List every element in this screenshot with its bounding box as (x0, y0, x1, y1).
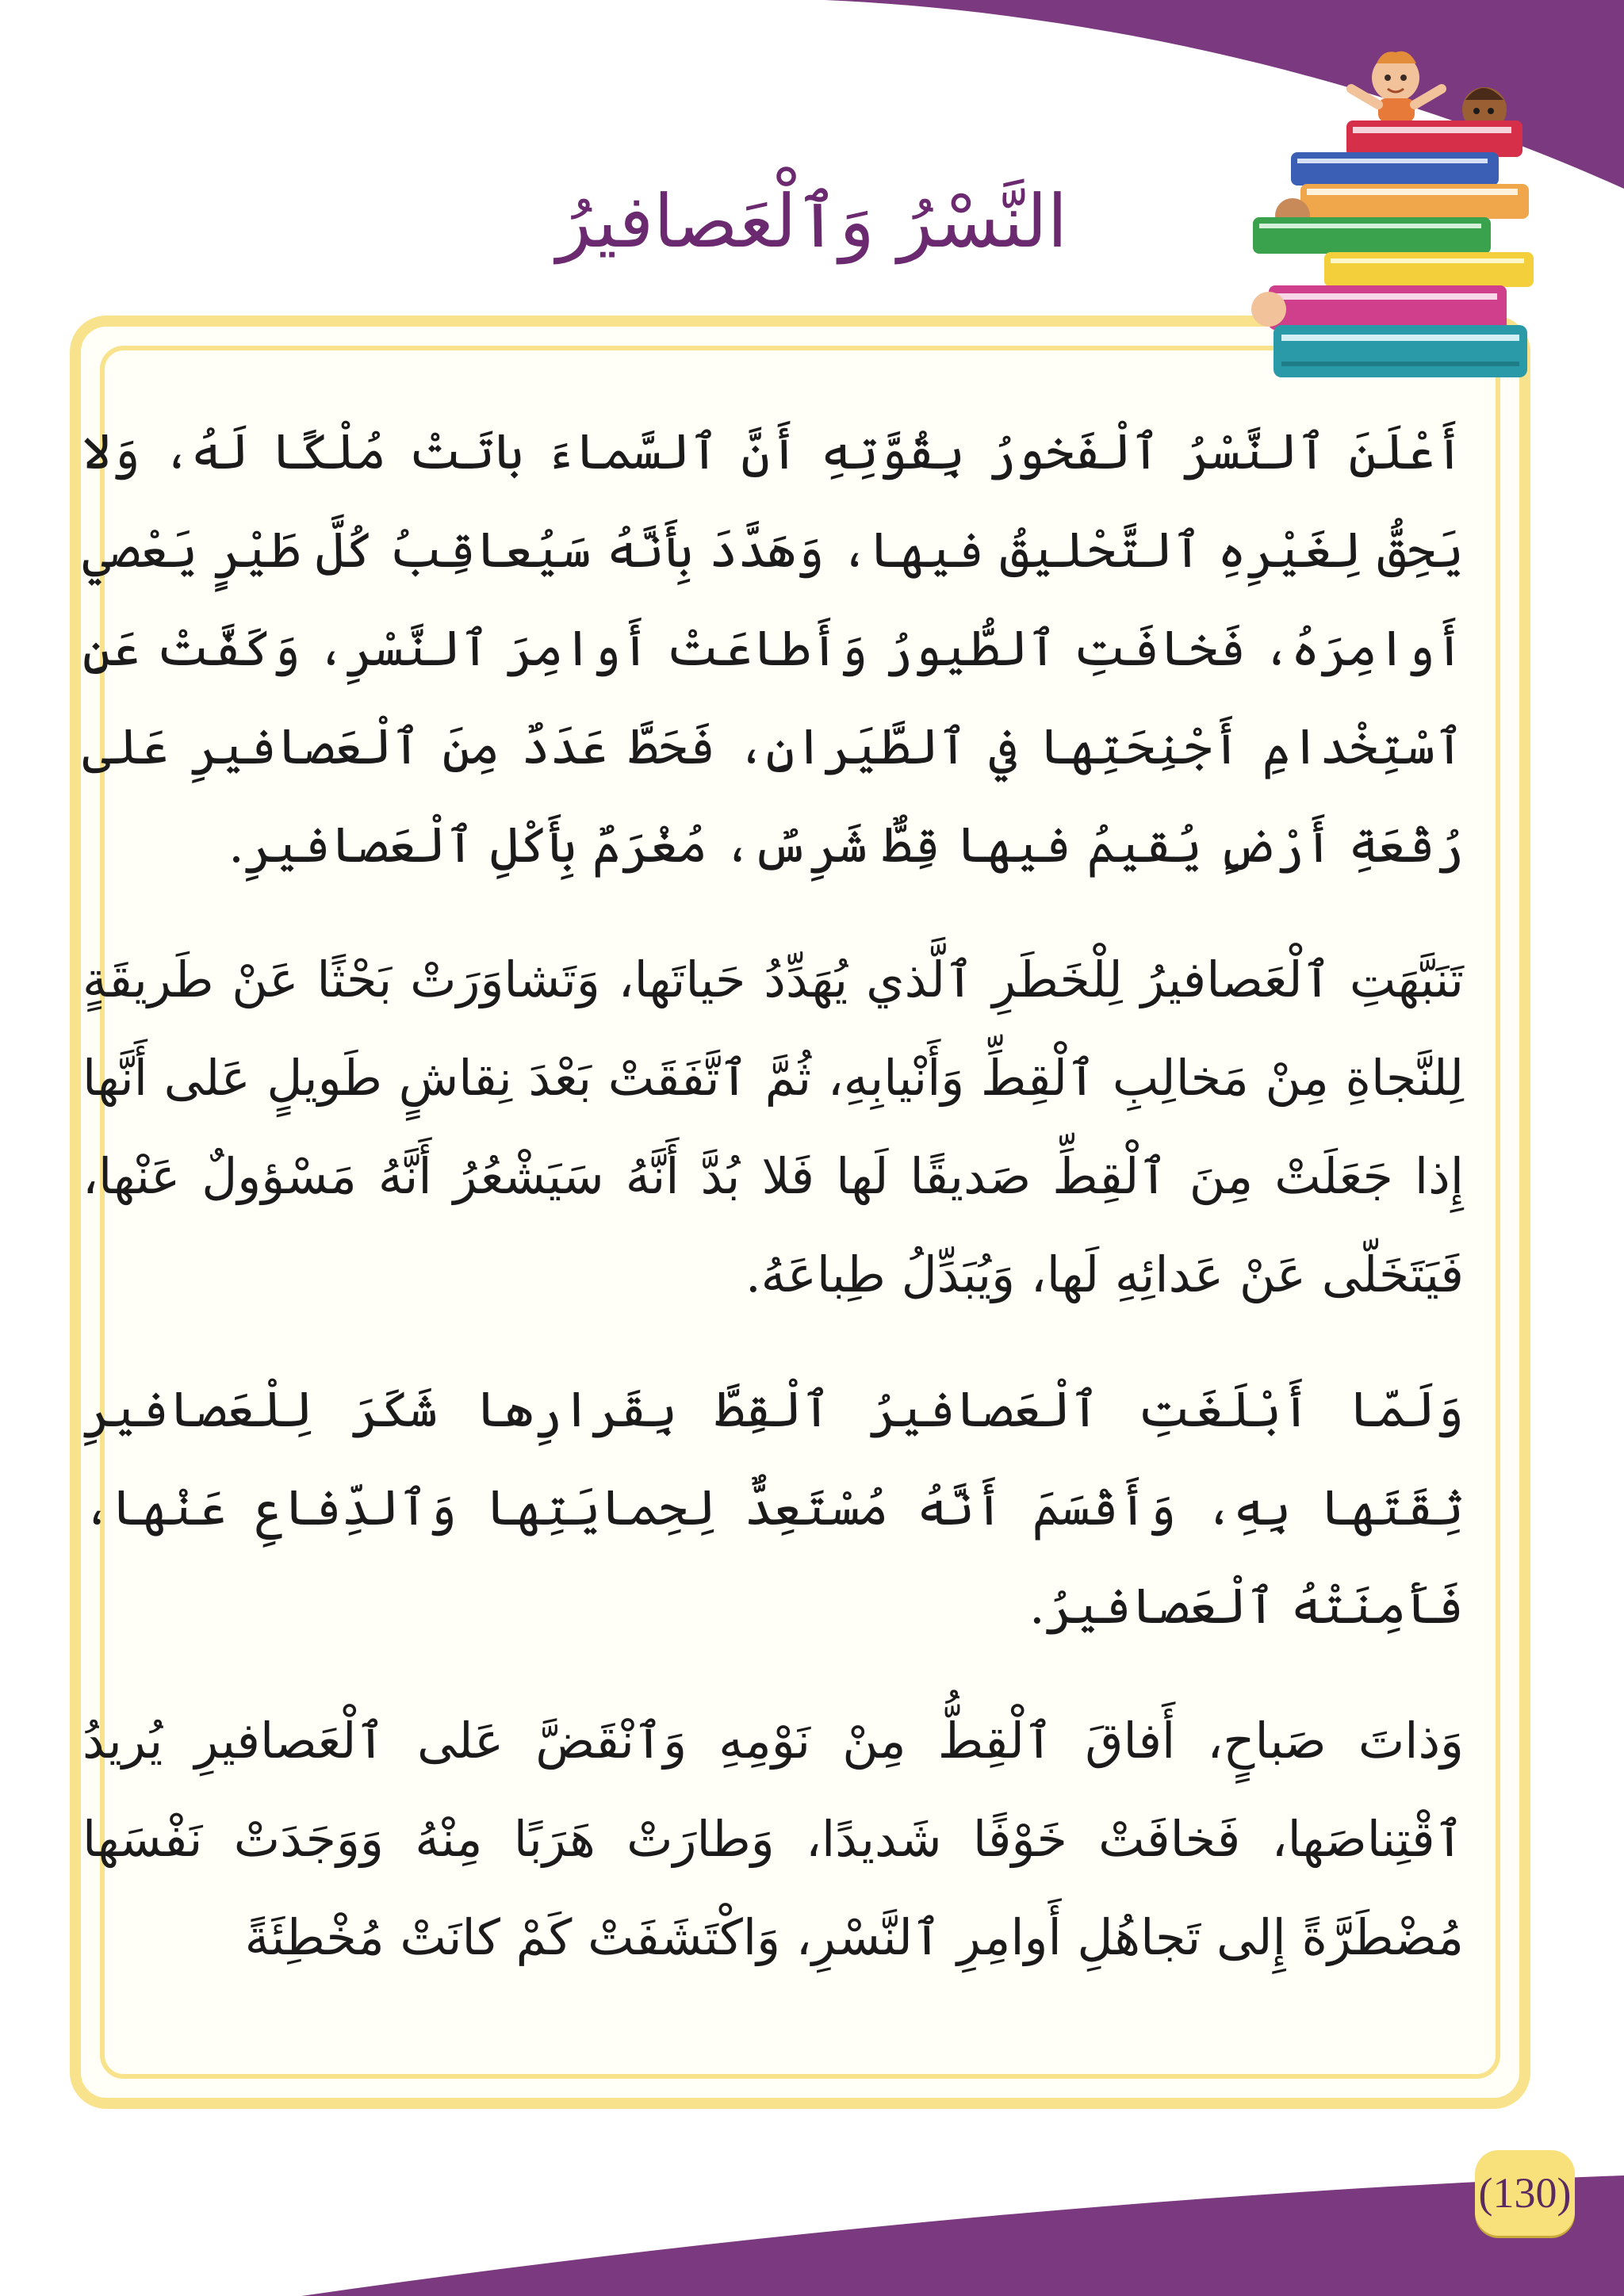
page-number-badge: (130) (1475, 2150, 1575, 2236)
books-stack-illustration (1237, 48, 1538, 396)
story-paragraph-3: وَلَمّا أَبْلَغَتِ ٱلْعَصافيرُ ٱلْقِطَّ بِقَرارِها شَكَرَ لِلْعَصافيرِ ثِقَتَها بِهِ، وَأَقْسَمَ أَنَّهُ مُسْتَعِدٌّ لِحِمايَتِها وَٱلدِّفاعِ عَنْها، فَأَمِنَتْهُ ٱلْعَصافيرُ. (82, 1380, 1464, 1635)
child-bottom-icon (1251, 292, 1286, 327)
bottom-purple-swoosh (301, 2175, 1624, 2296)
story-paragraph-2: تَنَبَّهَتِ ٱلْعَصافيرُ لِلْخَطَرِ ٱلَّذي يُهَدِّدُ حَياتَها، وَتَشاوَرَتْ بَحْثًا عَنْ طَريقَةٍ لِلنَّجاةِ مِنْ مَخالِبِ ٱلْقِطِّ وَأَنْيابِهِ، ثُمَّ ٱتَّفَقَتْ بَعْدَ نِقاشٍ طَويلٍ عَلى أَنَّها إِذا جَعَلَتْ مِنَ ٱلْقِطِّ صَديقًا لَها فَلا بُدَّ أَنَّهُ سَيَشْعُرُ أَنَّهُ مَسْؤولٌ عَنْها، فَيَتَخَلّى عَنْ عَدائِهِ لَها، وَيُبَدِّلُ طِباعَهُ. (82, 951, 1464, 1303)
book-teal (1274, 325, 1527, 377)
story-title: النَّسْرُ وَٱلْعَصافيرُ (556, 179, 1068, 264)
book-green (1253, 217, 1491, 254)
story-paragraph-4: وَذاتَ صَباحٍ، أَفاقَ ٱلْقِطُّ مِنْ نَوْمِهِ وَٱنْقَضَّ عَلى ٱلْعَصافيرِ يُريدُ ٱقْتِناصَها، فَخافَتْ خَوْفًا شَديدًا، وَطارَتْ هَرَبًا مِنْهُ وَوَجَدَتْ نَفْسَها مُضْطَرَّةً إِلى تَجاهُلِ أَوامِرِ ٱلنَّسْرِ، وَاكْتَشَفَتْ كَمْ كانَتْ مُخْطِئَةً (82, 1712, 1464, 1966)
book-pink (1269, 285, 1507, 330)
book-blue (1291, 152, 1499, 186)
story-paragraph-1: أَعْلَنَ ٱلنَّسْرُ ٱلْفَخورُ بِقُوَّتِهِ أَنَّ ٱلسَّماءَ باتَتْ مُلْكًا لَهُ، وَلا يَحِقُّ لِغَيْرِهِ ٱلتَّحْليقُ فيها، وَهَدَّدَ بِأَنَّهُ سَيُعاقِبُ كُلَّ طَيْرٍ يَعْصي أَوامِرَهُ، فَخافَتِ ٱلطُّيورُ وَأَطاعَتْ أَوامِرَ ٱلنَّسْرِ، وَكَفَّتْ عَنِ ٱسْتِخْدامِ أَجْنِحَتِها في ٱلطَّيَرانِ، فَحَطَّ عَدَدٌ مِنَ ٱلْعَصافيرِ عَلى رُقْعَةِ أَرْضٍ يُقيمُ فيها قِطٌّ شَرِسٌ، مُغْرَمٌ بِأَكْلِ ٱلْعَصافيرِ. (82, 423, 1464, 874)
book-red (1346, 121, 1522, 157)
book-yellow (1324, 252, 1534, 287)
story-body (82, 403, 1464, 2023)
child-waving-icon (1351, 52, 1442, 122)
